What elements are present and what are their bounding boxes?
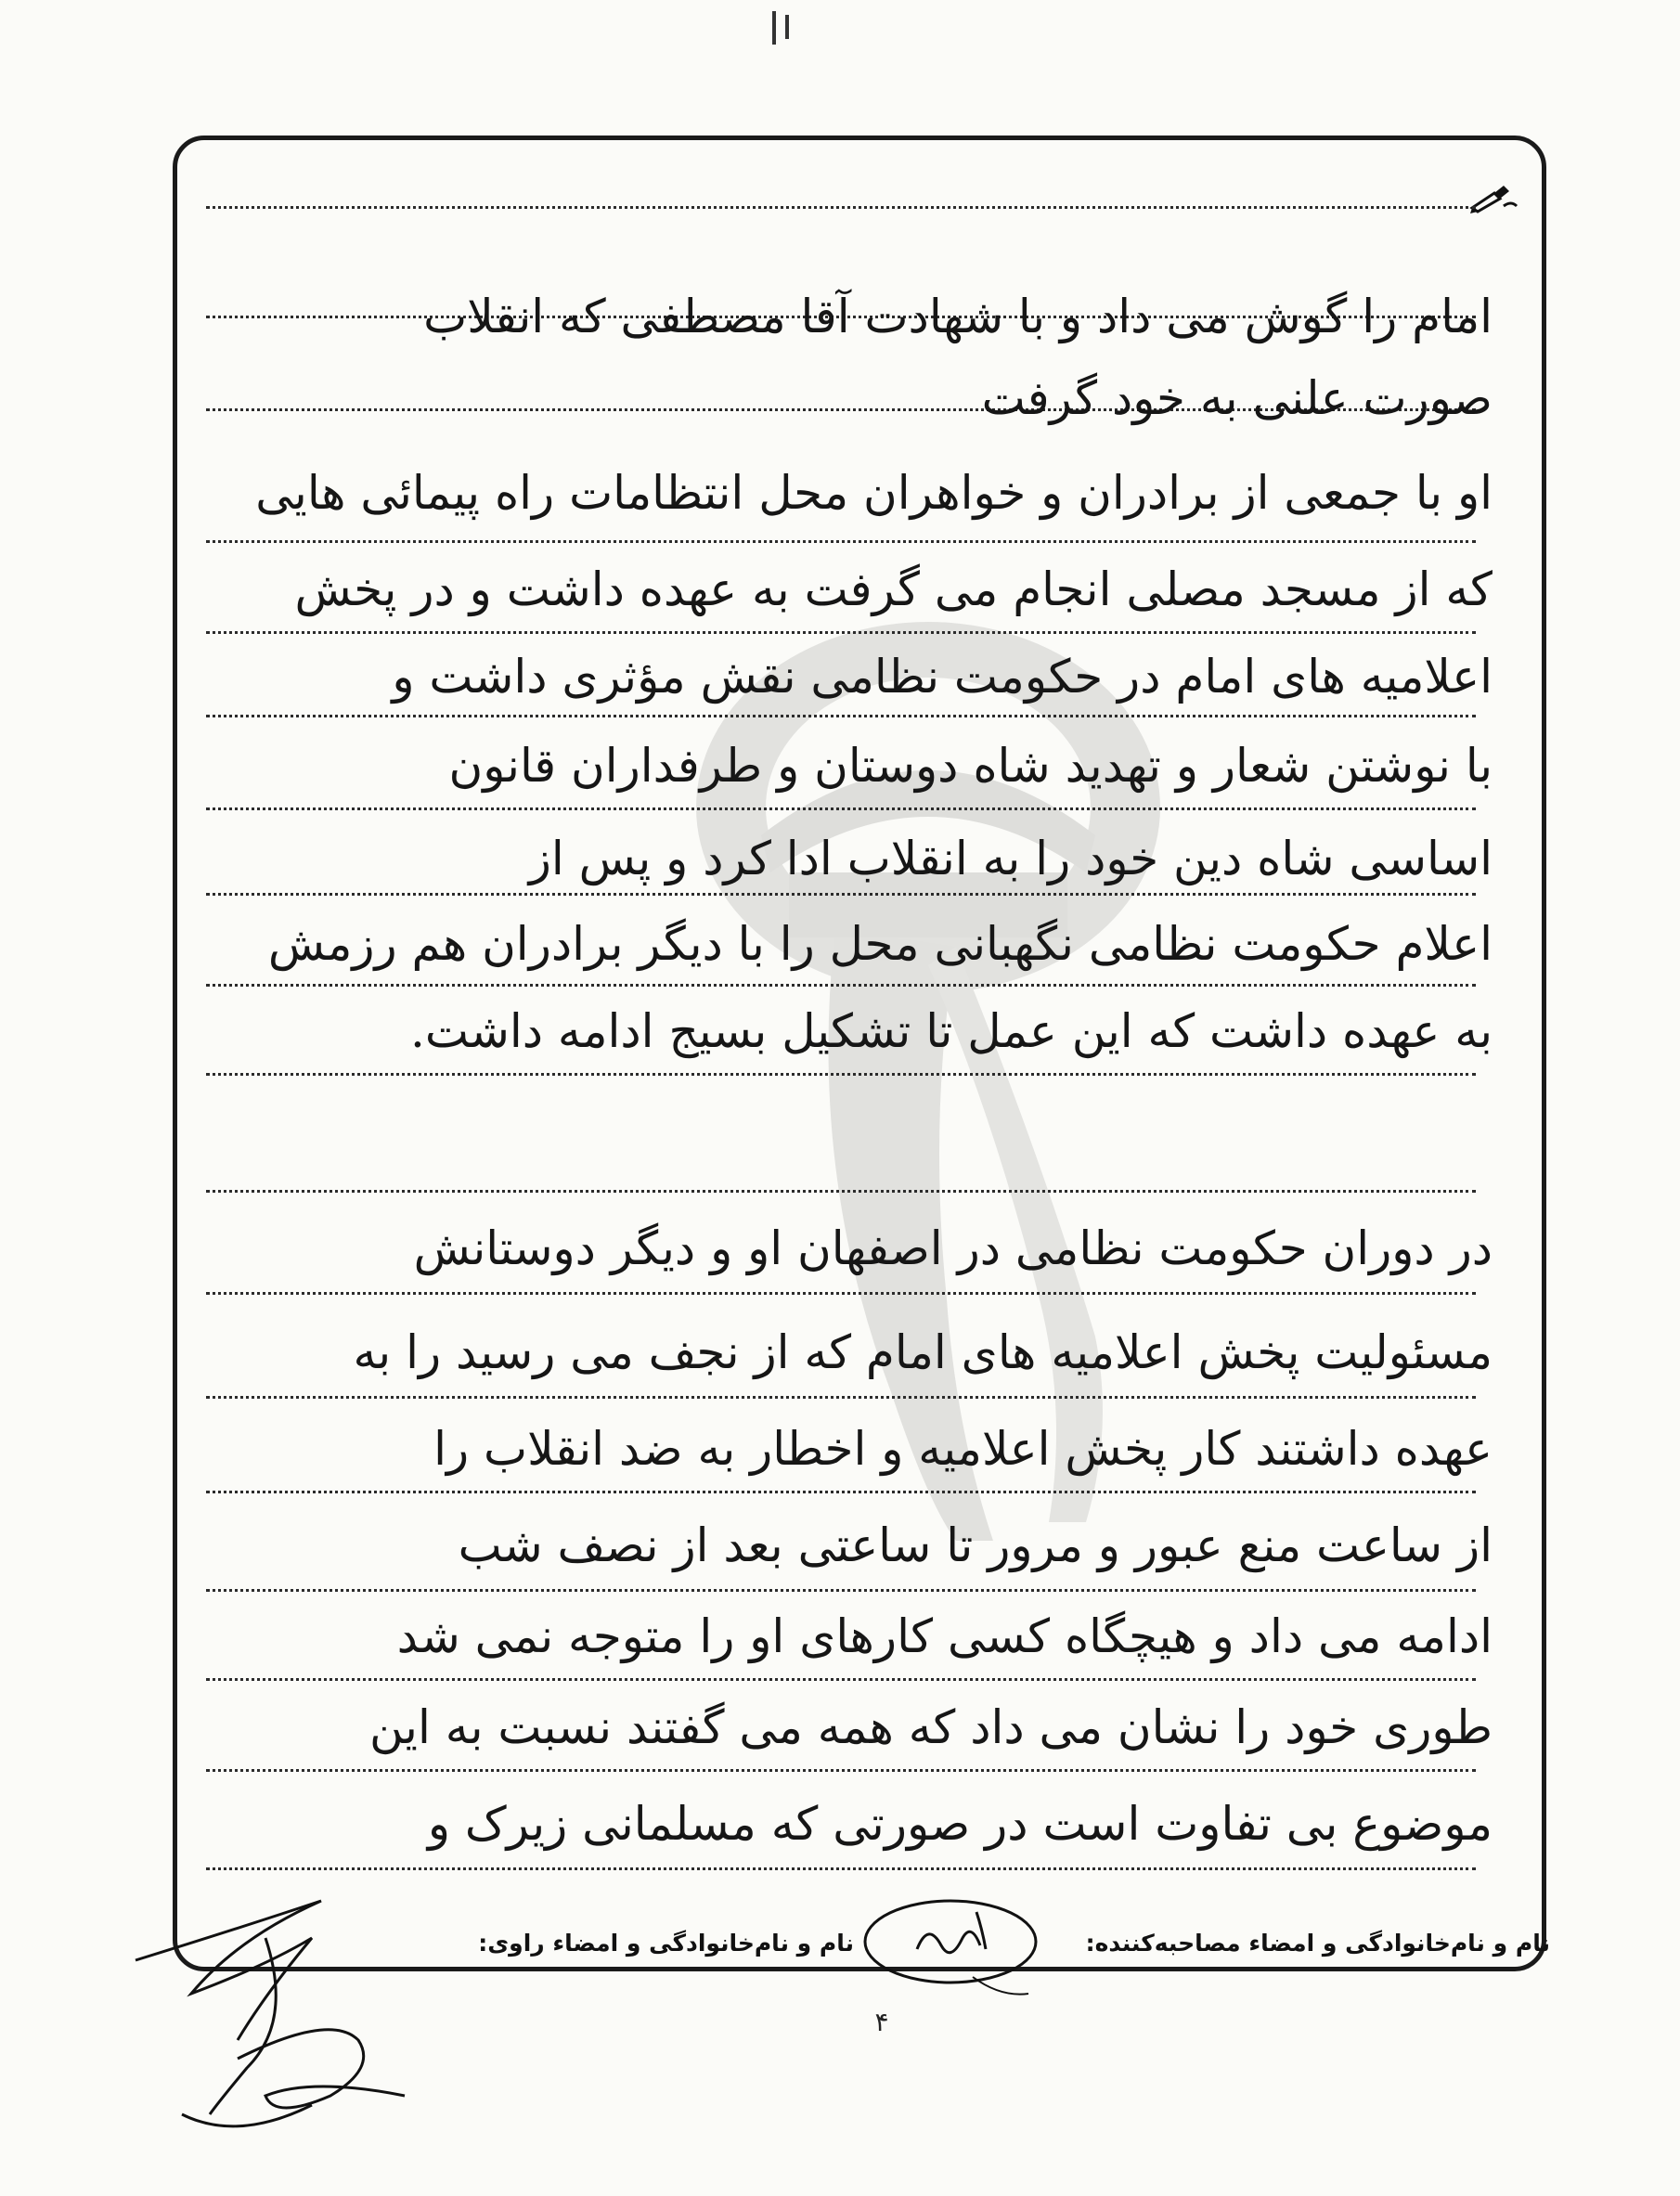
- ruled-line: [206, 1769, 1476, 1772]
- handwritten-line: او با جمعی از برادران و خواهران محل انتظامات راه پیمائی هایی: [255, 466, 1493, 520]
- interviewer-signature: [861, 1884, 1043, 2007]
- ruled-line: [206, 1073, 1476, 1076]
- handwritten-line: [199, 1104, 1493, 1188]
- pencil-writing-icon: [1468, 182, 1518, 213]
- ruled-line: [206, 1190, 1476, 1193]
- ruled-line: [206, 631, 1476, 634]
- handwritten-line: مسئولیت پخش اعلامیه های امام که از نجف می رسید را به: [353, 1325, 1493, 1379]
- handwritten-line: طوری خود را نشان می داد که همه می گفتند نسبت به این: [369, 1700, 1493, 1754]
- ruled-line: [206, 1292, 1476, 1295]
- handwritten-line: صورت علنی به خود گرفت: [981, 371, 1493, 425]
- scan-mark: [769, 7, 796, 50]
- handwritten-line: به عهده داشت که این عمل تا تشکیل بسیج ادامه داشت.: [409, 1004, 1493, 1058]
- handwritten-line: که از مسجد مصلی انجام می گرفت به عهده داشت و در پخش: [294, 562, 1493, 616]
- handwritten-line: عهده داشتند کار پخش اعلامیه و اخطار به ضد انقلاب را: [433, 1422, 1493, 1476]
- handwritten-line: اعلام حکومت نظامی نگهبانی محل را با دیگر برادران هم رزمش: [267, 917, 1493, 971]
- handwritten-line: موضوع بی تفاوت است در صورتی که مسلمانی زیرک و: [427, 1797, 1493, 1851]
- handwritten-line: با نوشتن شعار و تهدید شاه دوستان و طرفداران قانون: [448, 739, 1493, 793]
- handwritten-line: ادامه می داد و هیچگاه کسی کارهای او را متوجه نمی شد: [396, 1609, 1493, 1663]
- ruled-line: [206, 1396, 1476, 1399]
- handwritten-line: اساسی شاه دین خود را به انقلاب ادا کرد و پس از: [528, 832, 1493, 885]
- ruled-line: [206, 1867, 1476, 1870]
- ruled-line: [206, 1678, 1476, 1681]
- page-number: ۴: [874, 2007, 889, 2037]
- ruled-line: [206, 1589, 1476, 1592]
- ruled-line: [206, 1491, 1476, 1493]
- interviewer-signature-label: نام و نام‌خانوادگی و امضاء مصاحبه‌کننده:: [1085, 1930, 1550, 1957]
- ruled-line: [206, 206, 1476, 209]
- handwritten-line: اعلامیه های امام در حکومت نظامی نقش مؤثری داشت و: [392, 650, 1493, 704]
- narrator-signature-label: نام و نام‌خانوادگی و امضاء راوی:: [478, 1930, 854, 1957]
- ruled-line: [206, 540, 1476, 543]
- narrator-signature: [126, 1882, 414, 2157]
- handwritten-line: امام را گوش می داد و با شهادت آقا مصطفی که انقلاب: [423, 290, 1493, 343]
- handwritten-line: در دوران حکومت نظامی در اصفهان او و دیگر دوستانش: [413, 1221, 1493, 1275]
- handwritten-line: از ساعت منع عبور و مرور تا ساعتی بعد از نصف شب: [458, 1518, 1493, 1572]
- ruled-line: [206, 807, 1476, 810]
